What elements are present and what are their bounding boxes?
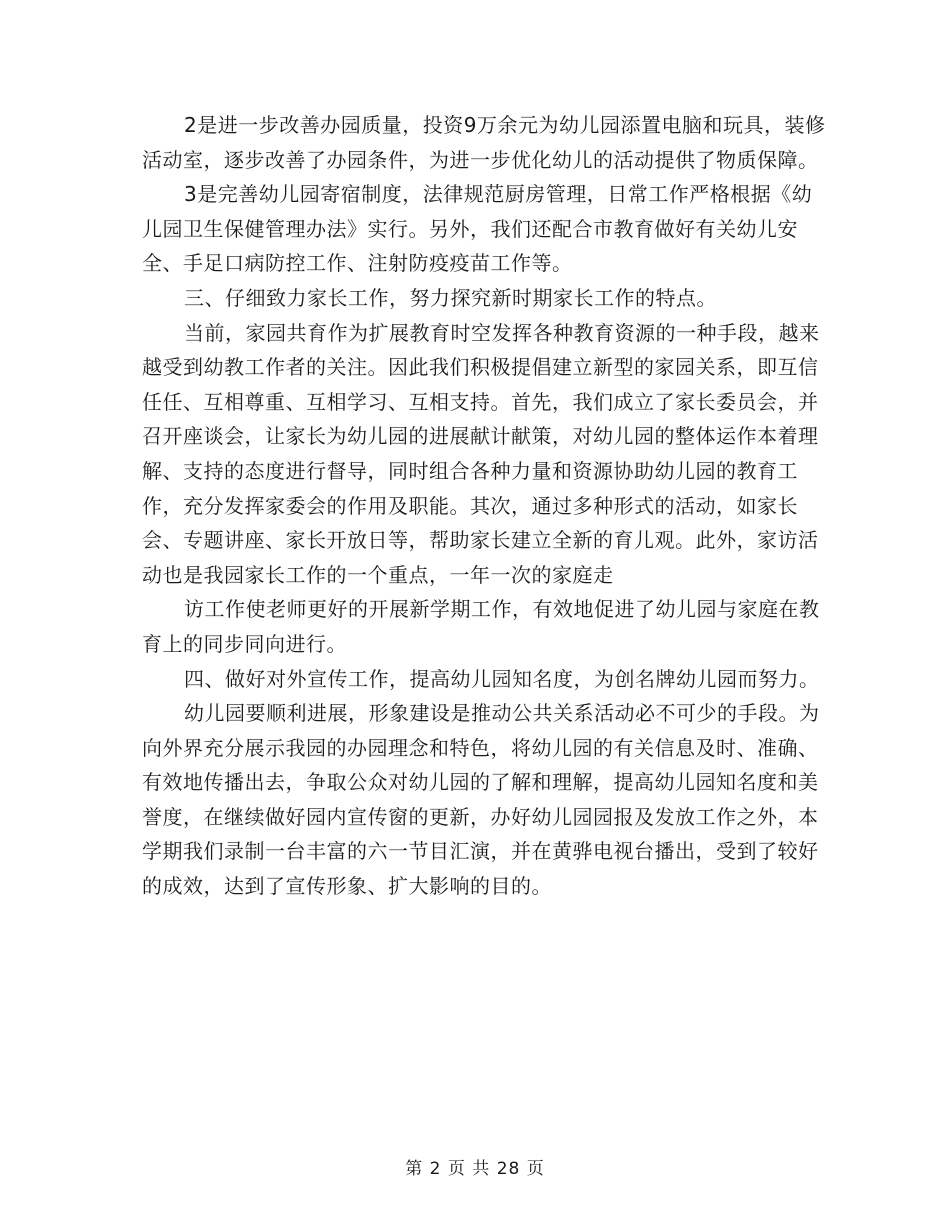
paragraph: 当前，家园共育作为扩展教育时空发挥各种教育资源的一种手段，越来越受到幼教工作者的关注。因此我们积极提倡建立新型的家园关系，即互信任任、互相尊重、互相学习、互相支持。首先，我们成立了家长委员会，并召开座谈会，让家长为幼儿园的进展献计献策，对幼儿园的整体运作本着理解、支持的态度进行督导，同时组合各种力量和资源协助幼儿园的教育工作，充分发挥家委会的作用及职能。其次，通过多种形式的活动，如家长会、专题讲座、家长开放日等，帮助家长建立全新的育儿观。此外，家访活动也是我园家长工作的一个重点，一年一次的家庭走 [142, 320, 820, 587]
paragraph: 幼儿园要顺利进展，形象建设是推动公共关系活动必不可少的手段。为向外界充分展示我园的办园理念和特色，将幼儿园的有关信息及时、准确、有效地传播出去，争取公众对幼儿园的了解和理解，提高幼儿园知名度和美誉度，在继续做好园内宣传窗的更新，办好幼儿园园报及发放工作之外，本学期我们录制一台丰富的六一节目汇演，并在黄骅电视台播出，受到了较好的成效，达到了宣传形象、扩大影响的目的。 [142, 701, 820, 899]
page-footer [0, 1154, 950, 1179]
footer-middle: 页 共 [447, 1159, 491, 1179]
document-body [142, 108, 832, 904]
section-heading: 三、仔细致力家长工作，努力探究新时期家长工作的特点。 [184, 285, 717, 310]
footer-prefix: 第 [405, 1159, 424, 1179]
paragraph: 访工作使老师更好的开展新学期工作，有效地促进了幼儿园与家庭在教育上的同步同向进行。 [142, 597, 820, 656]
section-heading: 四、做好对外宣传工作，提高幼儿园知名度，为创名牌幼儿园而努力。 [184, 666, 820, 691]
paragraph: 2是进一步改善办园质量，投资9万余元为幼儿园添置电脑和玩具，装修活动室，逐步改善了办园条件，为进一步优化幼儿的活动提供了物质保障。 [142, 113, 826, 172]
footer-current-page: 2 [429, 1159, 442, 1179]
footer-suffix: 页 [526, 1159, 545, 1179]
paragraph: 3是完善幼儿园寄宿制度，法律规范厨房管理，日常工作严格根据《幼儿园卫生保健管理办法》实行。另外，我们还配合市教育做好有关幼儿安全、手足口病防控工作、注射防疫疫苗工作等。 [142, 182, 813, 276]
footer-total-pages: 28 [496, 1159, 521, 1179]
